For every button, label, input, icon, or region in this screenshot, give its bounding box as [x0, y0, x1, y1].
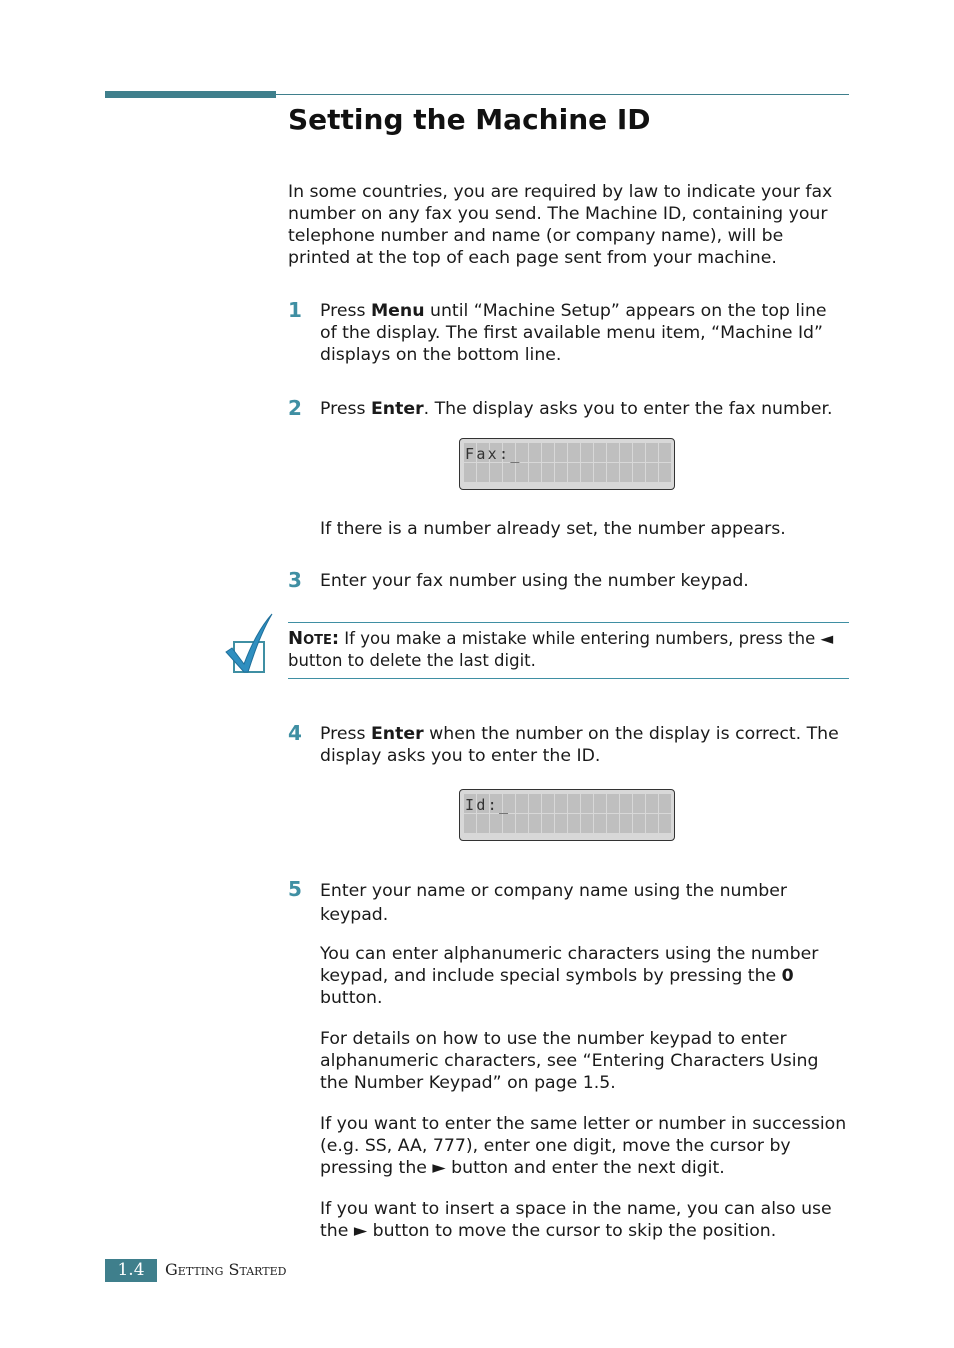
lcd-cell	[594, 794, 606, 813]
step-5-paragraph-1: You can enter alphanumeric characters using the number keypad, and include special symbols by pressing the 0 button.	[320, 944, 819, 1008]
menu-key-label: Menu	[370, 301, 425, 321]
checkmark-note-icon	[222, 612, 274, 676]
lcd-cell	[516, 794, 528, 813]
lcd-cell	[568, 443, 580, 462]
step-text-1: Press Menu until “Machine Setup” appears on the top line of the display. The first available menu item, “Machine Id” displays on the bottom line.	[320, 301, 827, 365]
note-label: Note:	[288, 628, 340, 649]
enter-key-label: Enter	[370, 399, 424, 419]
step-number-3: 3	[288, 568, 302, 592]
lcd-cell	[620, 814, 632, 833]
step-number-4: 4	[288, 721, 302, 745]
lcd-cell	[607, 814, 619, 833]
lcd-cell	[503, 463, 515, 482]
lcd-display-id	[459, 789, 675, 841]
lcd-cell	[516, 463, 528, 482]
step-number-2: 2	[288, 396, 302, 420]
lcd-cell	[464, 814, 476, 833]
step-2-followup: If there is a number already set, the number appears.	[320, 519, 786, 539]
lcd-cell	[607, 443, 619, 462]
lcd-cell	[659, 443, 671, 462]
lcd-cell	[529, 443, 541, 462]
lcd-cell	[490, 463, 502, 482]
step-5-paragraph-4: If you want to insert a space in the name, you can also use the ► button to move the cursor to skip the position.	[320, 1199, 832, 1241]
lcd-cell	[542, 794, 554, 813]
lcd-cell	[555, 814, 567, 833]
step-text-3: Enter your fax number using the number keypad.	[320, 571, 749, 591]
header-rule-thin	[276, 94, 849, 95]
lcd-cell	[529, 794, 541, 813]
lcd-cell	[542, 463, 554, 482]
lcd-cell	[464, 463, 476, 482]
lcd-cell	[503, 814, 515, 833]
lcd-cell	[659, 794, 671, 813]
lcd-cell	[646, 814, 658, 833]
lcd-text: Fax:_	[465, 445, 522, 463]
lcd-cell	[581, 794, 593, 813]
lcd-cell	[594, 814, 606, 833]
lcd-cell	[568, 814, 580, 833]
lcd-display-fax	[459, 438, 675, 490]
lcd-cell	[568, 794, 580, 813]
section-name: Getting Started	[165, 1260, 287, 1279]
lcd-cell	[477, 463, 489, 482]
lcd-cell	[633, 794, 645, 813]
intro-paragraph: In some countries, you are required by law to indicate your fax number on any fax you send. The Machine ID, containing your telephone number and name (or company name), will be printed at the top of each page sent from your machine.	[288, 182, 833, 268]
lcd-cell	[581, 814, 593, 833]
page-number-badge: 1.4	[105, 1259, 157, 1282]
lcd-cell	[568, 463, 580, 482]
lcd-cell	[581, 443, 593, 462]
lcd-cell	[620, 794, 632, 813]
lcd-cell	[646, 443, 658, 462]
lcd-cell	[542, 814, 554, 833]
enter-key-label: Enter	[370, 724, 424, 744]
lcd-cell	[594, 443, 606, 462]
lcd-cell	[607, 463, 619, 482]
lcd-text: Id:_	[465, 796, 511, 814]
step-number-1: 1	[288, 298, 302, 322]
page-title: Setting the Machine ID	[288, 103, 651, 136]
lcd-cell	[529, 463, 541, 482]
header-rule-thick	[105, 91, 276, 98]
note-rule-top	[288, 622, 849, 623]
lcd-cell	[594, 463, 606, 482]
lcd-cell	[490, 814, 502, 833]
lcd-cell	[555, 443, 567, 462]
lcd-cell	[620, 443, 632, 462]
note-rule-bottom	[288, 678, 849, 679]
step-number-5: 5	[288, 877, 302, 901]
step-text-2: Press Enter. The display asks you to enter the fax number.	[320, 399, 833, 419]
zero-key-label: 0	[781, 966, 794, 986]
step-5-paragraph-3: If you want to enter the same letter or number in succession (e.g. SS, AA, 777), enter one digit, move the cursor by pressing the ► button and enter the next digit.	[320, 1114, 847, 1178]
lcd-cell	[633, 463, 645, 482]
lcd-cell	[555, 463, 567, 482]
step-text-5: Enter your name or company name using the number keypad.	[320, 881, 788, 925]
note-text: Note: If you make a mistake while entering numbers, press the ◄ button to delete the last digit.	[288, 628, 834, 670]
lcd-cell	[633, 443, 645, 462]
lcd-cell	[542, 443, 554, 462]
lcd-cell	[529, 814, 541, 833]
lcd-cell	[607, 794, 619, 813]
lcd-cell	[633, 814, 645, 833]
lcd-cell	[477, 814, 489, 833]
step-5-paragraph-2: For details on how to use the number keypad to enter alphanumeric characters, see “Entering Characters Using the Number Keypad” on page 1.5.	[320, 1029, 819, 1093]
lcd-cell	[659, 814, 671, 833]
lcd-cell	[659, 463, 671, 482]
lcd-cell	[646, 463, 658, 482]
lcd-cell	[555, 794, 567, 813]
lcd-cell	[581, 463, 593, 482]
lcd-cell	[646, 794, 658, 813]
step-text-4: Press Enter when the number on the display is correct. The display asks you to enter the ID.	[320, 724, 839, 766]
lcd-cell	[620, 463, 632, 482]
lcd-cell	[516, 814, 528, 833]
